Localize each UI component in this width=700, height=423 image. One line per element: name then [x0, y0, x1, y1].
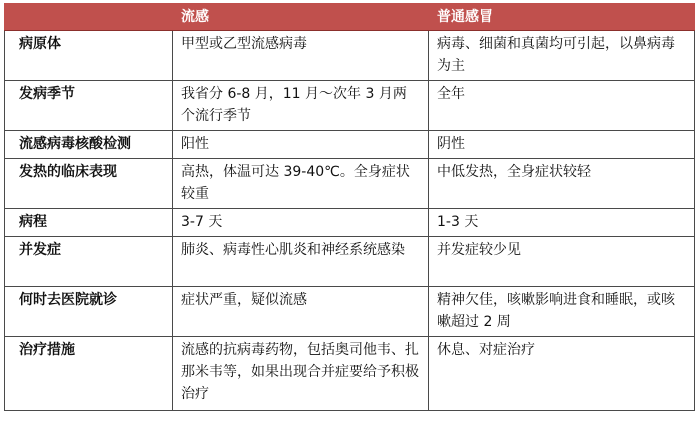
row-label: 何时去医院就诊	[5, 287, 173, 337]
comparison-table-container	[4, 3, 694, 411]
table-header-row	[5, 4, 695, 31]
row-label: 发热的临床表现	[5, 159, 173, 209]
table-row	[5, 287, 695, 337]
row-label: 病原体	[5, 31, 173, 81]
cold-cell: 1-3 天	[429, 209, 695, 237]
flu-cell: 症状严重，疑似流感	[173, 287, 429, 337]
header-common-cold: 普通感冒	[429, 4, 695, 31]
flu-vs-cold-table	[4, 3, 695, 411]
flu-cell: 阳性	[173, 131, 429, 159]
row-label: 治疗措施	[5, 337, 173, 411]
flu-cell: 我省分 6-8 月，11 月～次年 3 月两个流行季节	[173, 81, 429, 131]
table-row	[5, 81, 695, 131]
table-row	[5, 131, 695, 159]
flu-cell: 流感的抗病毒药物，包括奥司他韦、扎那米韦等，如果出现合并症要给予积极治疗	[173, 337, 429, 411]
flu-cell: 甲型或乙型流感病毒	[173, 31, 429, 81]
cold-cell: 精神欠佳，咳嗽影响进食和睡眠，或咳嗽超过 2 周	[429, 287, 695, 337]
table-row	[5, 337, 695, 411]
flu-cell: 肺炎、病毒性心肌炎和神经系统感染	[173, 237, 429, 287]
header-flu: 流感	[173, 4, 429, 31]
row-label: 病程	[5, 209, 173, 237]
table-row	[5, 159, 695, 209]
header-empty-cell	[5, 4, 173, 31]
cold-cell: 并发症较少见	[429, 237, 695, 287]
flu-cell: 3-7 天	[173, 209, 429, 237]
cold-cell: 病毒、细菌和真菌均可引起，以鼻病毒为主	[429, 31, 695, 81]
cold-cell: 全年	[429, 81, 695, 131]
cold-cell: 休息、对症治疗	[429, 337, 695, 411]
flu-cell: 高热，体温可达 39-40℃。全身症状较重	[173, 159, 429, 209]
cold-cell: 阴性	[429, 131, 695, 159]
row-label: 发病季节	[5, 81, 173, 131]
table-row	[5, 237, 695, 287]
row-label: 并发症	[5, 237, 173, 287]
table-row	[5, 209, 695, 237]
cold-cell: 中低发热，全身症状较轻	[429, 159, 695, 209]
row-label: 流感病毒核酸检测	[5, 131, 173, 159]
table-row	[5, 31, 695, 81]
